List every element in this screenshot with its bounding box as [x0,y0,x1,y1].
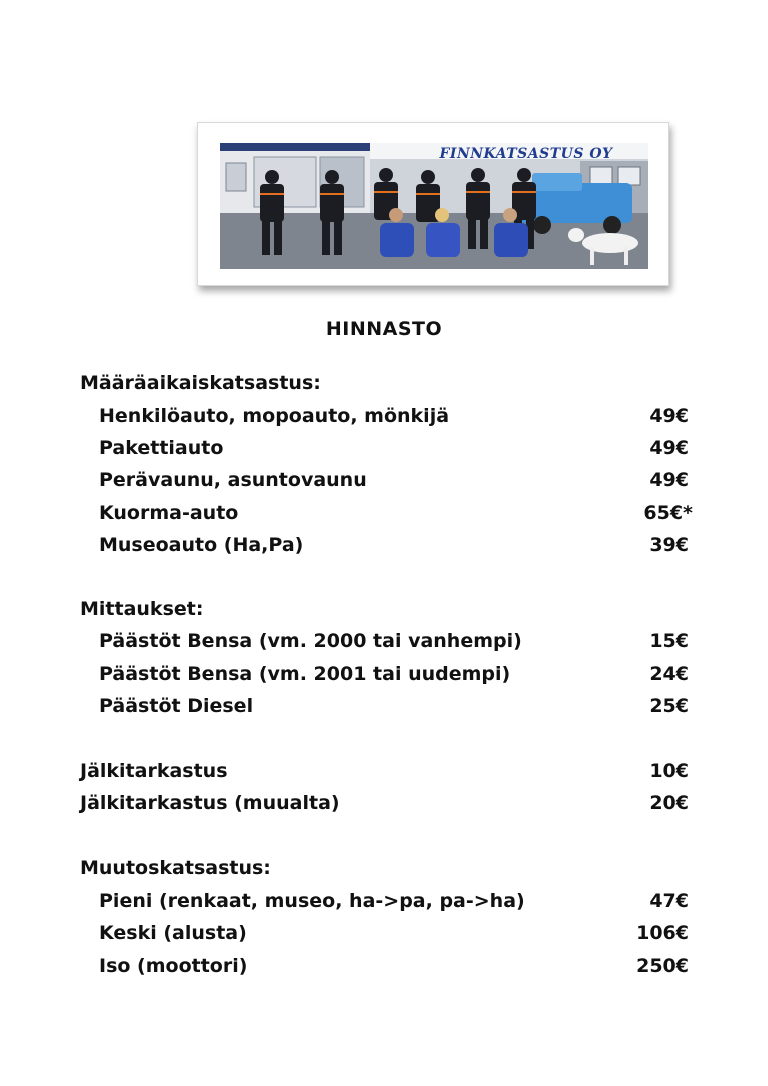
price-item-value: 10€ [649,760,689,782]
section-heading-label: Määräaikaiskatsastus: [80,372,321,394]
price-row [0,691,768,721]
price-item-value: 24€ [649,663,689,685]
price-item-label: Jälkitarkastus [80,760,228,782]
section-heading-muutoskatsastus [0,853,768,883]
header-photo-frame [197,122,669,286]
price-item-value: 49€ [649,469,689,491]
price-row [0,530,768,560]
price-item-label: Museoauto (Ha,Pa) [99,534,304,556]
section-heading-label: Muutoskatsastus: [80,857,271,879]
price-item-label: Pakettiauto [99,437,224,459]
price-row [0,951,768,981]
price-item-value: 39€ [649,534,689,556]
page-title: HINNASTO [325,318,443,340]
price-item-value: 47€ [649,890,689,912]
price-item-label: Pieni (renkaat, museo, ha->pa, pa->ha) [99,890,525,912]
price-item-label: Päästöt Bensa (vm. 2000 tai vanhempi) [99,630,522,652]
section-heading-mittaukset [0,594,768,624]
price-row [0,659,768,689]
price-item-value: 49€ [649,405,689,427]
price-row [0,433,768,463]
price-row [0,498,768,528]
price-item-label: Iso (moottori) [99,955,248,977]
price-item-value: 49€ [649,437,689,459]
price-item-label: Keski (alusta) [99,922,247,944]
price-item-label: Jälkitarkastus (muualta) [80,792,340,814]
price-item-label: Henkilöauto, mopoauto, mönkijä [99,405,450,427]
price-row [0,465,768,495]
price-item-value: 65€* [643,502,693,524]
price-item-label: Päästöt Diesel [99,695,254,717]
company-sign-text: FINNKATSASTUS OY [439,146,613,162]
price-row [0,756,768,786]
price-item-label: Perävaunu, asuntovaunu [99,469,367,491]
price-item-value: 250€ [636,955,689,977]
price-item-label: Päästöt Bensa (vm. 2001 tai uudempi) [99,663,511,685]
price-item-value: 15€ [649,630,689,652]
price-row [0,626,768,656]
price-row [0,788,768,818]
price-item-value: 20€ [649,792,689,814]
price-row [0,918,768,948]
price-item-value: 25€ [649,695,689,717]
price-row [0,886,768,916]
price-row [0,401,768,431]
staff-group-photo [220,143,648,269]
section-heading-maaraaikaiskatsastus [0,368,768,398]
price-item-label: Kuorma-auto [99,502,239,524]
price-item-value: 106€ [636,922,689,944]
section-heading-label: Mittaukset: [80,598,204,620]
